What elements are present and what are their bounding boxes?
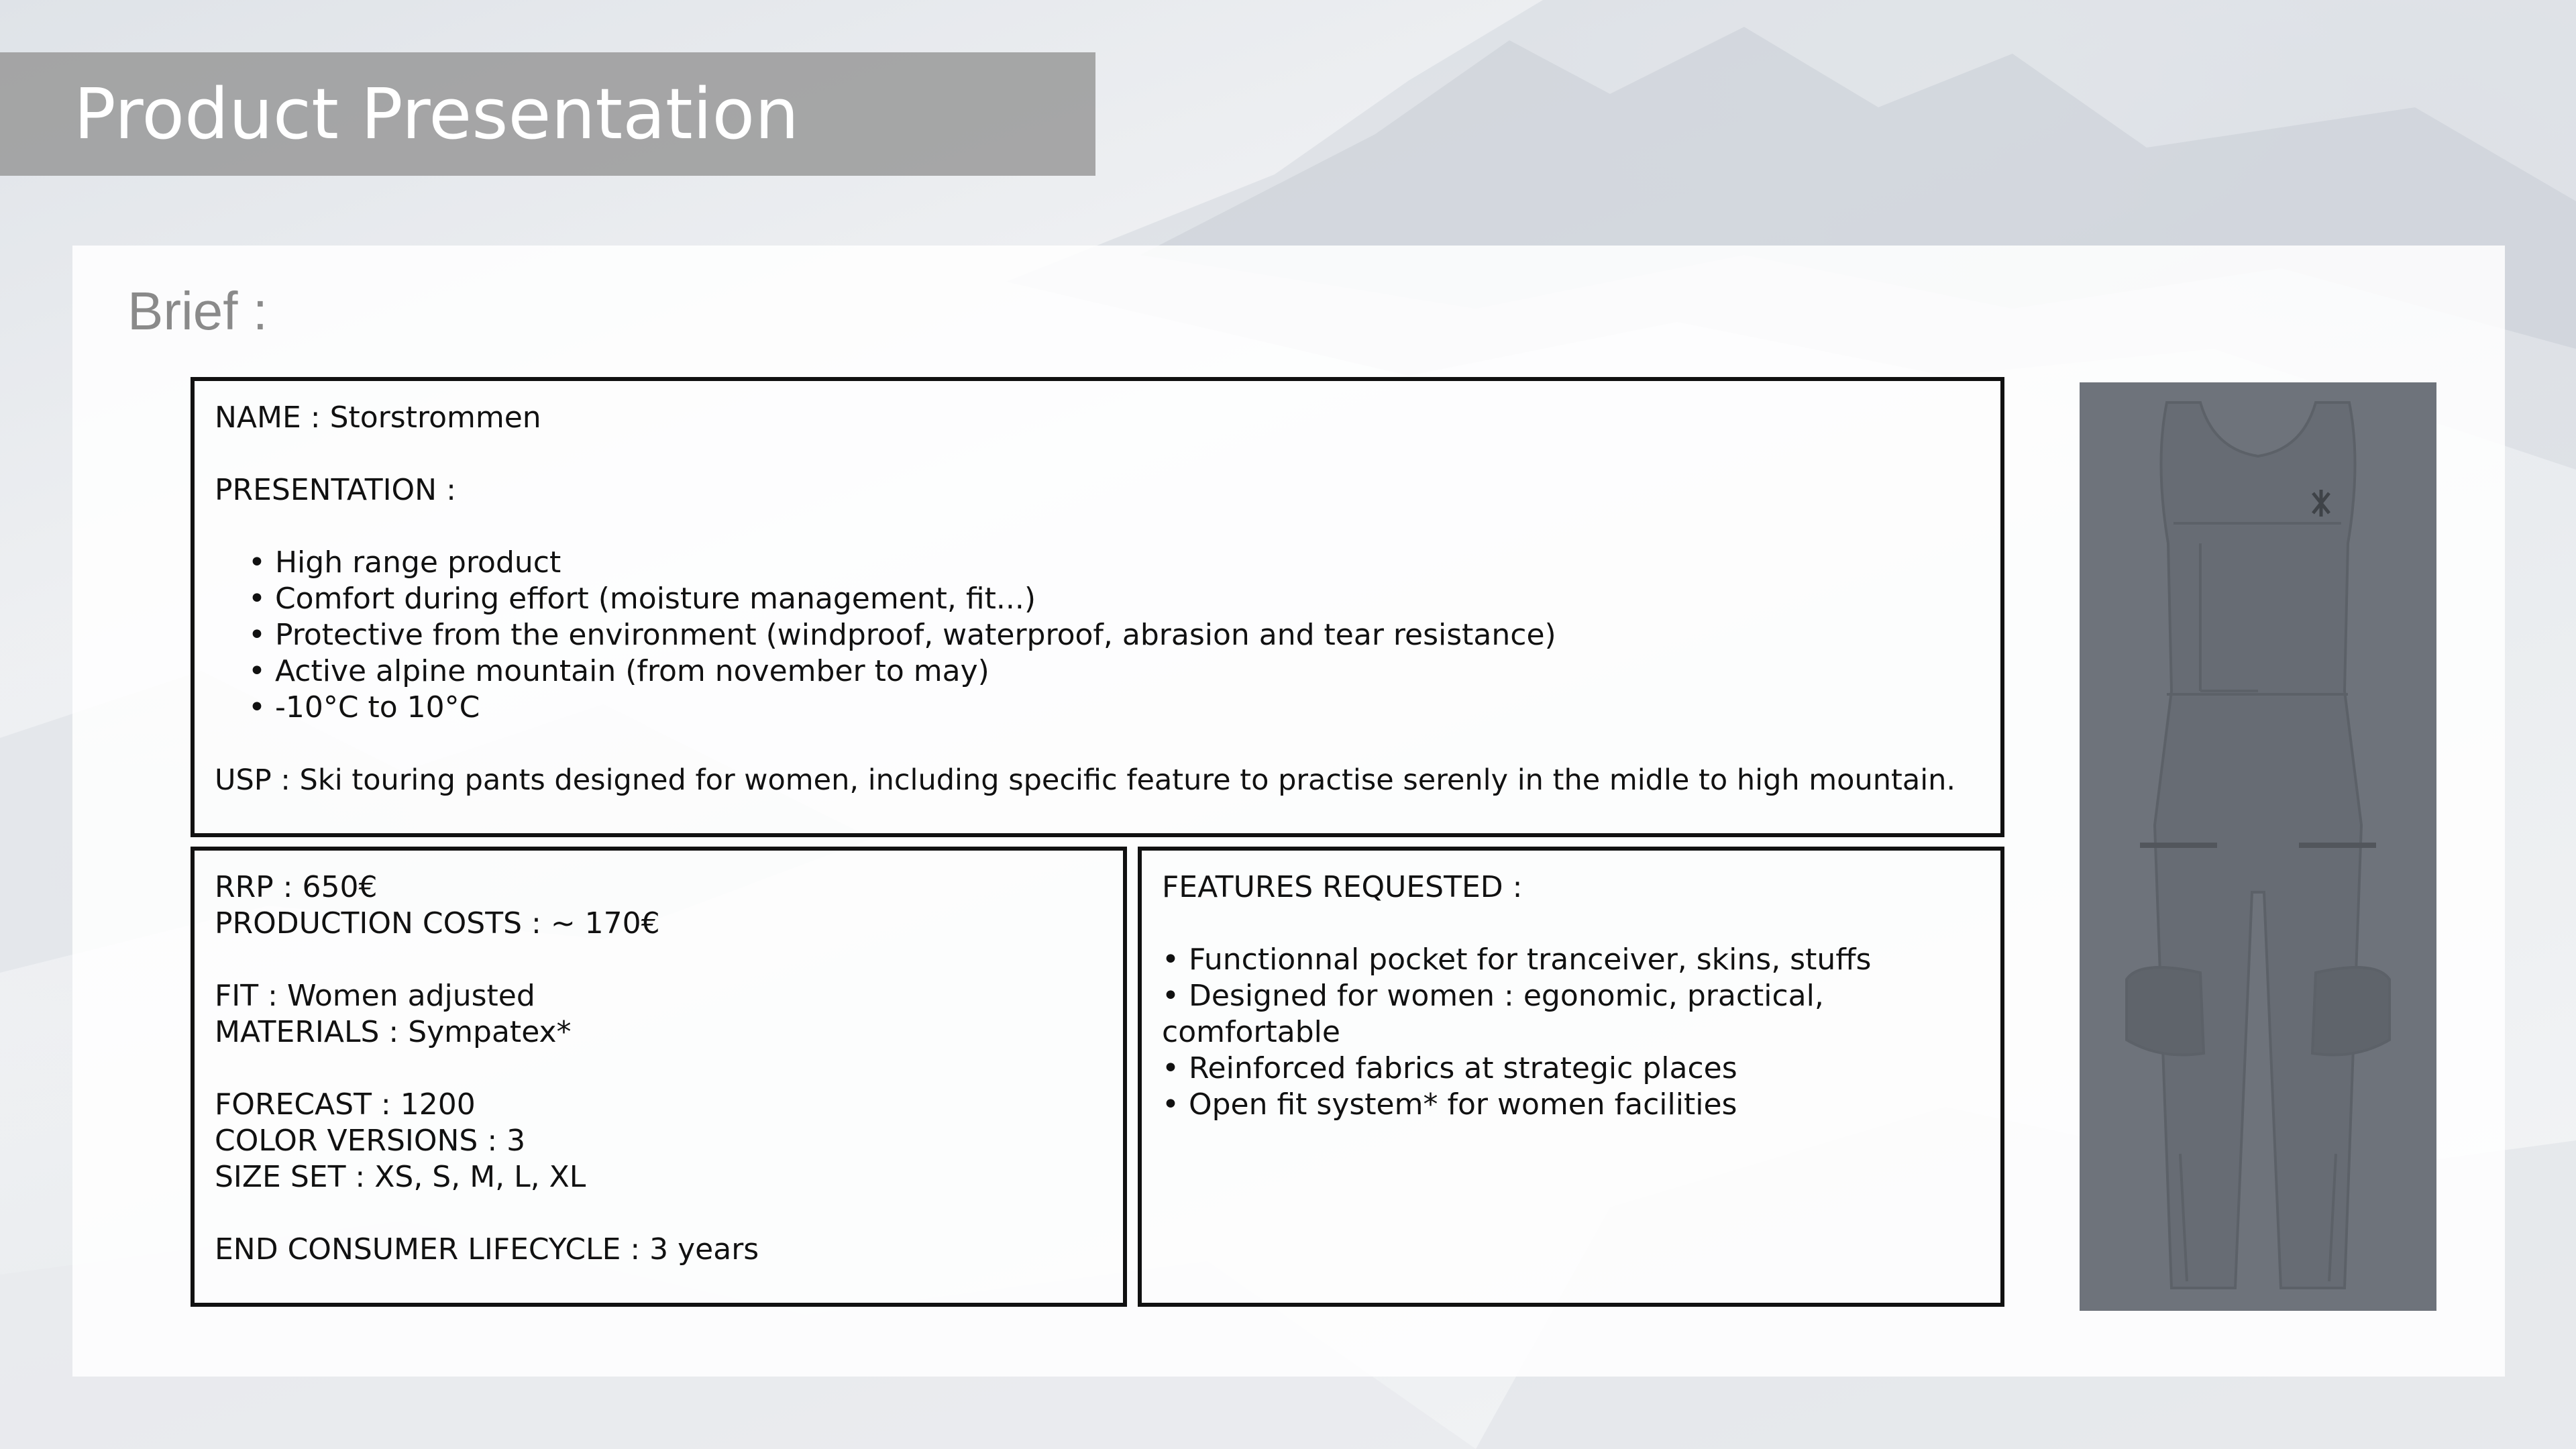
list-item: • Functionnal pocket for tranceiver, skins, stuffs <box>1162 942 1980 978</box>
list-item: • Comfort during effort (moisture management, fit...) <box>248 581 1980 617</box>
color-versions-text: COLOR VERSIONS : 3 <box>215 1124 526 1158</box>
list-item: • High range product <box>248 545 1980 581</box>
forecast-text: FORECAST : 1200 <box>215 1087 476 1122</box>
list-item: • Reinforced fabrics at strategic places <box>1162 1051 1980 1087</box>
usp-text: USP : Ski touring pants designed for women, including specific feature to practise serenly in the midle to high mountain. <box>215 763 1956 797</box>
product-overview-box <box>191 377 2004 837</box>
ski-pants-illustration <box>2080 382 2436 1311</box>
list-item: • -10°C to 10°C <box>248 690 1980 726</box>
title-bar <box>0 52 1095 176</box>
presentation-list <box>215 545 1980 726</box>
features-list <box>1162 942 1980 1123</box>
ski-pants-sketch-image <box>2080 382 2436 1311</box>
size-set-text: SIZE SET : XS, S, M, L, XL <box>215 1160 586 1194</box>
list-item: • Protective from the environment (windproof, waterproof, abrasion and tear resistance) <box>248 617 1980 653</box>
fit-text: FIT : Women adjusted <box>215 979 535 1013</box>
features-box <box>1138 847 2004 1307</box>
specs-box <box>191 847 1127 1307</box>
lifecycle-text: END CONSUMER LIFECYCLE : 3 years <box>215 1232 759 1267</box>
features-heading: FEATURES REQUESTED : <box>1162 870 1523 904</box>
list-item: • Designed for women : egonomic, practical, comfortable <box>1162 978 1980 1051</box>
list-item: • Active alpine mountain (from november to may) <box>248 653 1980 690</box>
materials-text: MATERIALS : Sympatex* <box>215 1015 572 1049</box>
production-costs-text: PRODUCTION COSTS : ~ 170€ <box>215 906 660 941</box>
list-item: • Open fit system* for women facilities <box>1162 1087 1980 1123</box>
product-name: NAME : Storstrommen <box>215 400 541 435</box>
page-title: Product Presentation <box>74 73 800 155</box>
brief-heading: Brief : <box>127 281 268 341</box>
presentation-heading: PRESENTATION : <box>215 473 456 507</box>
rrp-text: RRP : 650€ <box>215 870 378 904</box>
